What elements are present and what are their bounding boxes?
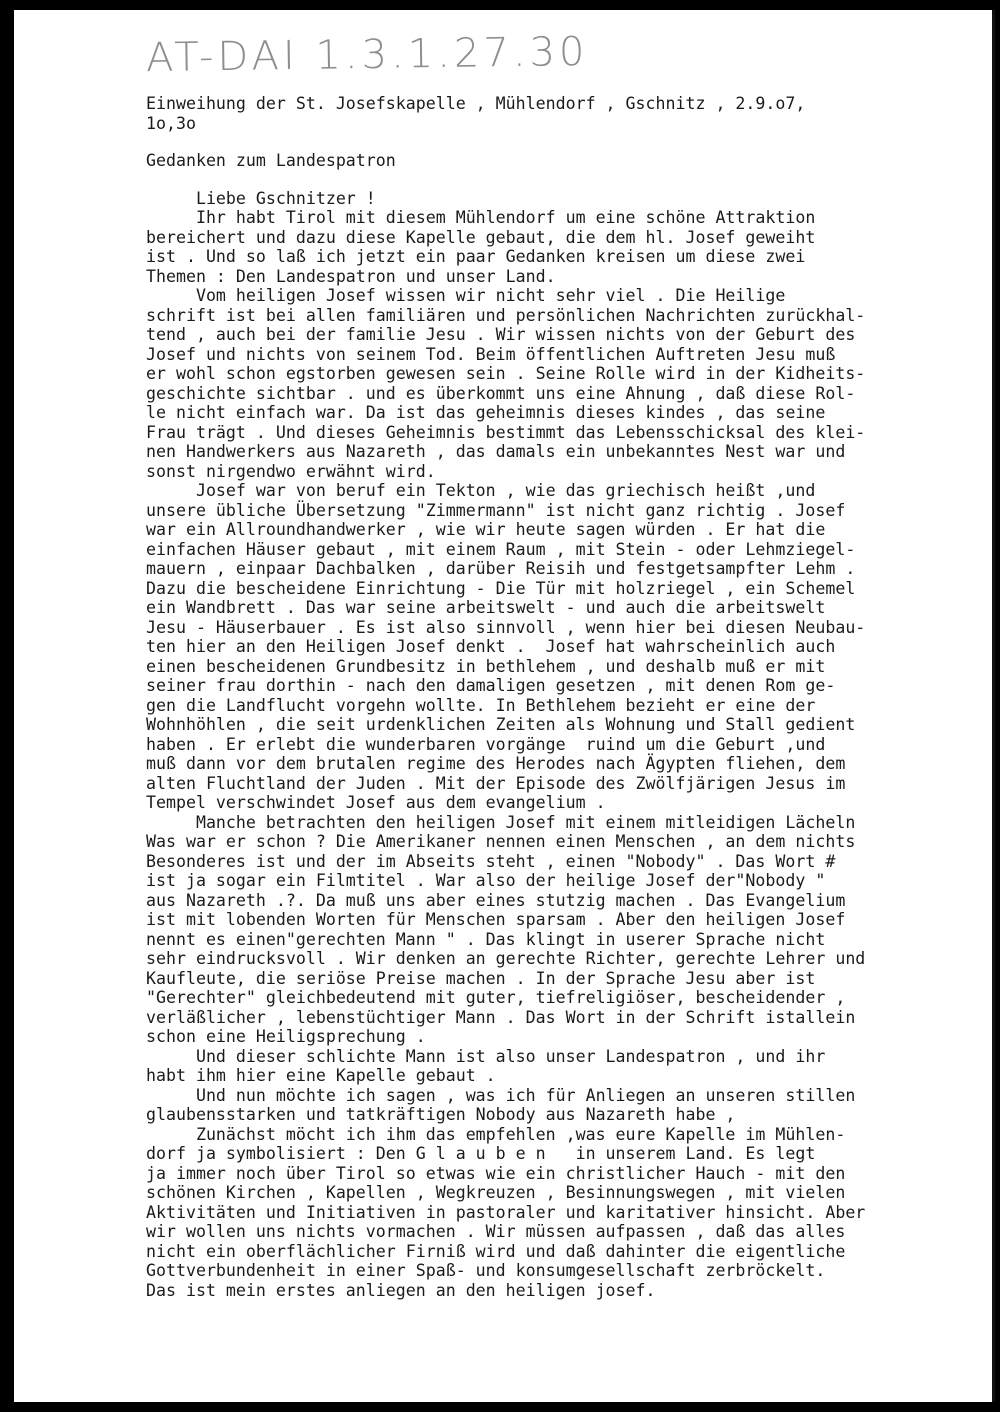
body-line: glaubensstarken und tatkräftigen Nobody aus Nazareth habe , (146, 1105, 736, 1124)
document-text (146, 94, 986, 1300)
spacer (146, 171, 986, 189)
body-line: geschichte sichtbar . und es überkommt uns eine Ahnung , daß diese Rol- (146, 383, 856, 403)
body-line: Besonderes ist und der im Abseits steht , einen "Nobody" . Das Wort # (146, 851, 836, 871)
body-line: mauern , einpaar Dachbalken , darüber Reisih und festgetsampfter Lehm . (146, 559, 856, 578)
body-line: aus Nazareth .?. Da muß uns aber eines stutzig machen . Das Evangelium (146, 890, 846, 910)
body-line: Vom heiligen Josef wissen wir nicht sehr viel . Die Heilige (146, 286, 786, 305)
body-line: muß dann vor dem brutalen regime des Herodes nach Ägypten fliehen, dem (146, 754, 846, 773)
archive-stamp: AT-DAI 1.3.1.27.30 (145, 28, 589, 82)
body-line: wir wollen uns nichts vormachen . Wir müssen aufpassen , daß das alles (146, 1222, 846, 1241)
body-line: einen bescheidenen Grundbesitz in bethlehem , und deshalb muß er mit (146, 656, 826, 676)
body-line: alten Fluchtland der Juden . Mit der Episode des Zwölfjärigen Jesus im (146, 773, 846, 793)
subtitle: Gedanken zum Landespatron (146, 151, 396, 170)
body-line: Wohnhöhlen , die seit urdenklichen Zeiten als Wohnung und Stall gedient (146, 715, 856, 734)
body-line: er wohl schon egstorben gewesen sein . Seine Rolle wird in der Kidheits- (146, 364, 866, 383)
body-line: ten hier an den Heiligen Josef denkt . Josef hat wahrscheinlich auch (146, 637, 836, 656)
body-line: Josef war von beruf ein Tekton , wie das griechisch heißt ,und (146, 481, 816, 500)
body-line: Was war er schon ? Die Amerikaner nennen einen Menschen , an dem nichts (146, 832, 856, 851)
body-line: seiner frau dorthin - nach den damaligen gesetzen , mit denen Rom ge- (146, 676, 836, 695)
body-line: einfachen Häuser gebaut , mit einem Raum , mit Stein - oder Lehmziegel- (146, 539, 856, 559)
spacer (146, 133, 986, 151)
body-line: ja immer noch über Tirol so etwas wie ein christlicher Hauch - mit den (146, 1163, 846, 1183)
body-text (146, 189, 986, 1301)
body-line: Und nun möchte ich sagen , was ich für Anliegen an unseren stillen (146, 1085, 856, 1105)
heading-line-1: Einweihung der St. Josefskapelle , Mühlendorf , Gschnitz , 2.9.o7, (146, 94, 806, 113)
body-line: Jesu - Häuserbauer . Es ist also sinnvoll , wenn hier bei diesen Neubau- (146, 617, 866, 637)
body-line: ist . Und so laß ich jetzt ein paar Gedanken kreisen um diese zwei (146, 247, 806, 266)
body-line: habt ihm hier eine Kapelle gebaut . (146, 1066, 496, 1085)
body-line: unsere übliche Übersetzung "Zimmermann" ist nicht ganz richtig . Josef (146, 500, 846, 520)
body-line: Tempel verschwindet Josef aus dem evangelium . (146, 793, 606, 812)
body-line: dorf ja symbolisiert : Den G l a u b e n in unserem Land. Es legt (146, 1144, 816, 1163)
document-page (14, 10, 995, 1402)
body-line: schönen Kirchen , Kapellen , Wegkreuzen , Besinnungswegen , mit vielen (146, 1183, 846, 1202)
body-line: Josef und nichts von seinem Tod. Beim öffentlichen Auftreten Jesu muß (146, 344, 836, 364)
body-line: Manche betrachten den heiligen Josef mit einem mitleidigen Lächeln (146, 812, 856, 832)
body-line: Kaufleute, die seriöse Preise machen . In der Sprache Jesu aber ist (146, 968, 816, 988)
body-line: sonst nirgendwo erwähnt wird. (146, 461, 436, 481)
body-line: Gottverbundenheit in einer Spaß- und konsumgesellschaft zerbröckelt. (146, 1261, 826, 1280)
body-line: Dazu die bescheidene Einrichtung - Die Tür mit holzriegel , ein Schemel (146, 578, 856, 598)
body-line: bereichert und dazu diese Kapelle gebaut, die dem hl. Josef geweiht (146, 227, 816, 247)
body-line: le nicht einfach war. Da ist das geheimnis dieses kindes , das seine (146, 403, 826, 422)
body-line: nennt es einen"gerechten Mann " . Das klingt in userer Sprache nicht (146, 929, 826, 949)
body-line: nen Handwerkers aus Nazareth , das damals ein unbekanntes Nest war und (146, 442, 846, 461)
body-line: Zunächst möcht ich ihm das empfehlen ,was eure Kapelle im Mühlen- (146, 1124, 846, 1144)
body-line: haben . Er erlebt die wunderbaren vorgänge ruind um die Geburt ,und (146, 734, 826, 754)
body-line: "Gerechter" gleichbedeutend mit guter, tiefreligiöser, bescheidender , (146, 988, 846, 1007)
body-line: ist ja sogar ein Filmtitel . War also der heilige Josef der"Nobody " (146, 871, 826, 890)
body-line: Das ist mein erstes anliegen an den heiligen josef. (146, 1280, 656, 1300)
body-line: schon eine Heiligsprechung . (146, 1027, 426, 1046)
body-line: tend , auch bei der familie Jesu . Wir wissen nichts von der Geburt des (146, 325, 856, 344)
body-line: ein Wandbrett . Das war seine arbeitswelt - und auch die arbeitswelt (146, 598, 826, 617)
body-line: sehr eindrucksvoll . Wir denken an gerechte Richter, gerechte Lehrer und (146, 949, 866, 968)
body-line: schrift ist bei allen familiären und persönlichen Nachrichten zurückhal- (146, 305, 866, 325)
body-line: Themen : Den Landespatron und unser Land. (146, 266, 556, 286)
body-line: verläßlicher , lebenstüchtiger Mann . Das Wort in der Schrift istallein (146, 1007, 856, 1027)
body-line: war ein Allroundhandwerker , wie wir heute sagen würden . Er hat die (146, 520, 826, 539)
body-line: ist mit lobenden Worten für Menschen sparsam . Aber den heiligen Josef (146, 910, 846, 929)
heading-line-2: 1o,3o (146, 113, 196, 133)
body-line: Ihr habt Tirol mit diesem Mühlendorf um eine schöne Attraktion (146, 208, 816, 227)
body-line: Und dieser schlichte Mann ist also unser Landespatron , und ihr (146, 1046, 826, 1066)
body-line: Liebe Gschnitzer ! (146, 188, 376, 208)
body-line: gen die Landflucht vorgehn wollte. In Bethlehem bezieht er eine der (146, 695, 816, 715)
body-line: Aktivitäten und Initiativen in pastoraler und karitativer hinsicht. Aber (146, 1202, 866, 1222)
body-line: Frau trägt . Und dieses Geheimnis bestimmt das Lebensschicksal des klei- (146, 422, 866, 442)
body-line: nicht ein oberflächlicher Firniß wird und daß dahinter die eigentliche (146, 1241, 846, 1261)
